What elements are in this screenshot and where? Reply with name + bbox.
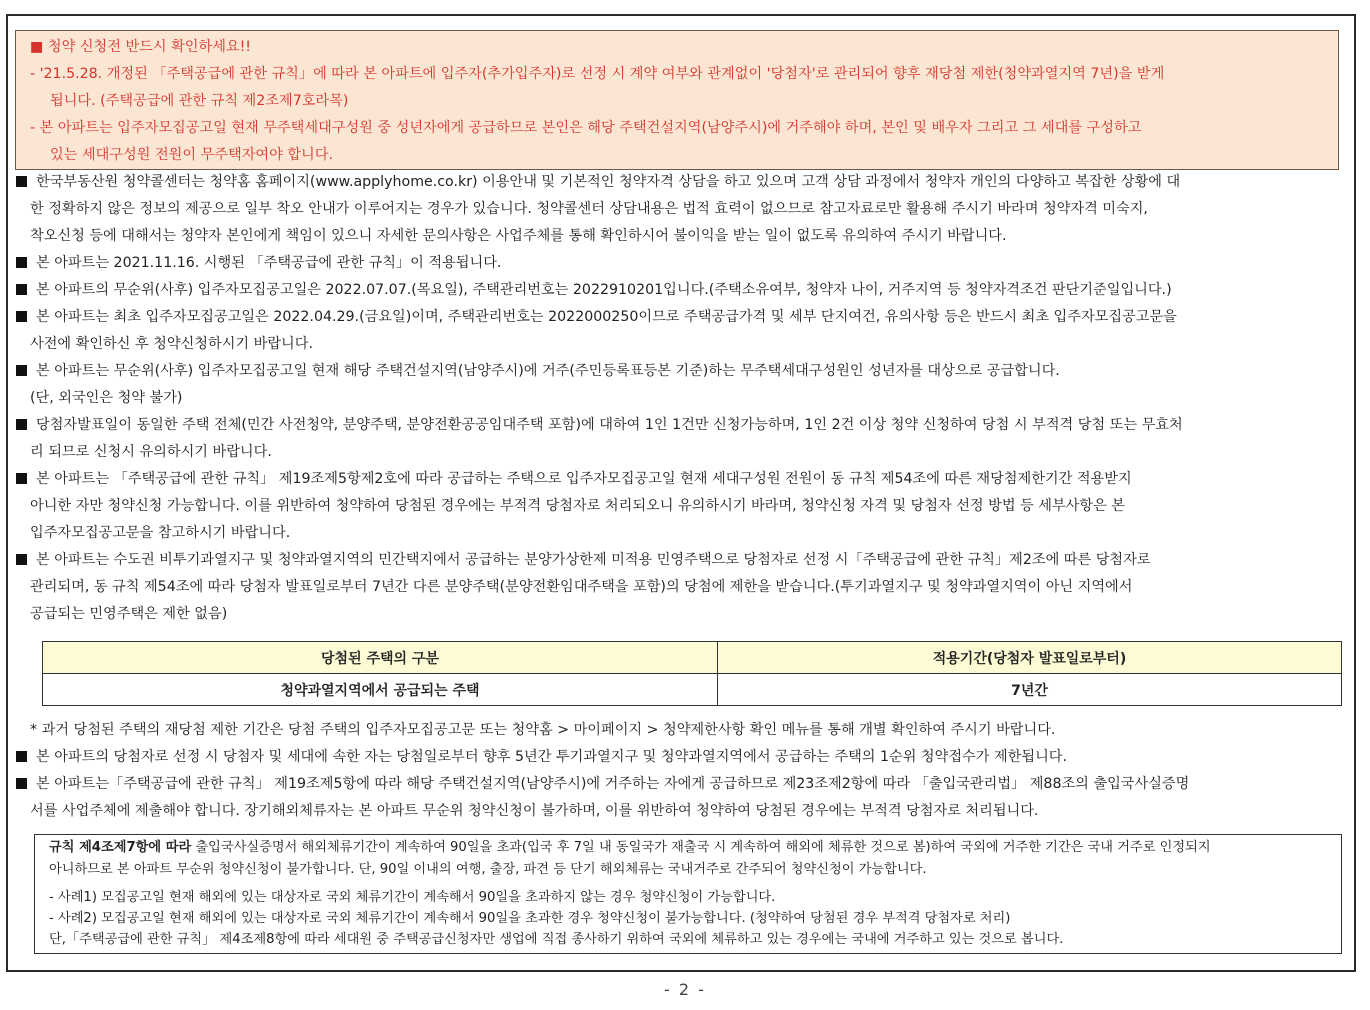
body-line: 한국부동산원 청약콜센터는 청약홈 홈페이지(www.applyhome.co.kr) 이용안내 및 기본적인 청약자격 상담을 하고 있으며 고객 상담 과정에서 청약자 개인의 다양하고 복잡한 상황에 대 xyxy=(16,169,1180,196)
rule-box xyxy=(34,834,1342,954)
warning-line: - '21.5.28. 개정된 「주택공급에 관한 규칙」에 따라 본 아파트에 입주자(추가입주자)로 선정 시 계약 여부와 관계없이 '당첨자'로 관리되어 향후 재당첨 제한(청약과열지역 7년)을 받게 xyxy=(30,66,1165,82)
warning-line: - 본 아파트는 입주자모집공고일 현재 무주택세대구성원 중 성년자에게 공급하므로 본인은 해당 주택건설지역(남양주시)에 거주해야 하며, 본인 및 배우자 그리고 그 세대를 구성하고 xyxy=(30,120,1142,136)
body-line: 사전에 확인하신 후 청약신청하시기 바랍니다. xyxy=(30,336,313,352)
rule-line: - 사례1) 모집공고일 현재 해외에 있는 대상자로 국외 체류기간이 계속해서 90일을 초과하지 않는 경우 청약신청이 가능합니다. xyxy=(49,890,776,905)
bullet-square-icon xyxy=(16,365,27,376)
warning-line: 됩니다. (주택공급에 관한 규칙 제2조제7호라목) xyxy=(50,93,349,109)
table-cell: 7년간 xyxy=(718,674,1342,706)
body-line: 아니한 자만 청약신청 가능합니다. 이를 위반하여 청약하여 당첨된 경우에는 부적격 당첨자로 처리되오니 유의하시기 바라며, 청약신청 자격 및 당첨자 선정 방법 등 세부사항은 본 xyxy=(30,498,1126,514)
body-line: 본 아파트는 무순위(사후) 입주자모집공고일 현재 해당 주택건설지역(남양주시)에 거주(주민등록표등본 기준)하는 무주택세대구성원인 성년자를 대상으로 공급합니다. xyxy=(16,358,1060,385)
table-row xyxy=(43,674,1342,706)
restriction-table xyxy=(42,641,1342,706)
note-line: * 과거 당첨된 주택의 재당첨 제한 기간은 당첨 주택의 입주자모집공고문 또는 청약홈 > 마이페이지 > 청약제한사항 확인 메뉴를 통해 개별 확인하여 주시기 바랍니다. xyxy=(30,722,1056,738)
body-line: 입주자모집공고문을 참고하시기 바랍니다. xyxy=(30,525,291,541)
bullet-square-icon xyxy=(16,257,27,268)
body-line: 관리되며, 동 규칙 제54조에 따라 당첨자 발표일로부터 7년간 다른 분양주택(분양전환임대주택을 포함)의 당첨에 제한을 받습니다.(투기과열지구 및 청약과열지역이 아닌 지역에서 xyxy=(30,579,1133,595)
page-number: - 2 - xyxy=(664,980,706,999)
rule-line: 규칙 제4조제7항에 따라 출입국사실증명서 해외체류기간이 계속하여 90일을 초과(입국 후 7일 내 동일국가 재출국 시 계속하여 해외에 체류한 것으로 봄)하여 국외에 거주한 기간은 국내 거주로 인정되지 xyxy=(49,840,1211,855)
rule-line: 단,「주택공급에 관한 규칙」 제4조제8항에 따라 세대원 중 주택공급신청자만 생업에 직접 종사하기 위하여 국외에 체류하고 있는 경우에는 국내에 거주하고 있는 것으로 봅니다. xyxy=(49,932,1064,947)
warning-title: ■ 청약 신청전 반드시 확인하세요!! xyxy=(30,39,251,55)
table-header-row xyxy=(43,642,1342,674)
rule-line: 아니하므로 본 아파트 무순위 청약신청이 불가합니다. 단, 90일 이내의 여행, 출장, 파견 등 단기 해외체류는 국내거주로 간주되어 청약신청이 가능합니다. xyxy=(49,862,927,877)
body-line: 본 아파트는「주택공급에 관한 규칙」 제19조제5항에 따라 해당 주택건설지역(남양주시)에 거주하는 자에게 공급하므로 제23조제2항에 따라 「출입국관리법」 제88조의 출입국사실증명 xyxy=(16,771,1189,798)
bullet-square-icon xyxy=(16,778,27,789)
body-line: 본 아파트는 「주택공급에 관한 규칙」 제19조제5항제2호에 따라 공급하는 주택으로 입주자모집공고일 현재 세대구성원 전원이 동 규칙 제54조에 따른 재당첨제한기간 적용받지 xyxy=(16,466,1132,493)
rule-bold-lead: 규칙 제4조제7항에 따라 xyxy=(49,840,192,855)
body-line: 당첨자발표일이 동일한 주택 전체(민간 사전청약, 분양주택, 분양전환공공임대주택 포함)에 대하여 1인 1건만 신청가능하며, 1인 2건 이상 청약 신청하여 당첨 시 부적격 당첨 또는 무효처 xyxy=(16,412,1183,439)
warning-box xyxy=(15,30,1339,170)
body-line: 본 아파트의 무순위(사후) 입주자모집공고일은 2022.07.07.(목요일), 주택관리번호는 2022910201입니다.(주택소유여부, 청약자 나이, 거주지역 등 청약자격조건 판단기준일입니다.) xyxy=(16,277,1172,304)
table-header-cell: 적용기간(당첨자 발표일로부터) xyxy=(718,642,1342,674)
bullet-square-icon xyxy=(16,554,27,565)
body-line: 한 정확하지 않은 정보의 제공으로 일부 착오 안내가 이루어지는 경우가 있습니다. 청약콜센터 상담내용은 법적 효력이 없으므로 참고자료로만 활용해 주시기 바라며 청약자격 미숙지, xyxy=(30,201,1148,217)
rule-line: - 사례2) 모집공고일 현재 해외에 있는 대상자로 국외 체류기간이 계속해서 90일을 초과한 경우 청약신청이 불가능합니다. (청약하여 당첨된 경우 부적격 당첨자로 처리) xyxy=(49,911,1011,926)
bullet-square-icon xyxy=(16,419,27,430)
bullet-square-icon xyxy=(16,176,27,187)
bullet-square-icon xyxy=(16,311,27,322)
body-line: 착오신청 등에 대해서는 청약자 본인에게 책임이 있으니 자세한 문의사항은 사업주체를 통해 확인하시어 불이익을 받는 일이 없도록 유의하여 주시기 바랍니다. xyxy=(30,228,1007,244)
body-line: (단, 외국인은 청약 불가) xyxy=(30,390,183,406)
body-line: 본 아파트의 당첨자로 선정 시 당첨자 및 세대에 속한 자는 당첨일로부터 향후 5년간 투기과열지구 및 청약과열지역에서 공급하는 주택의 1순위 청약접수가 제한됩니다. xyxy=(16,744,1067,771)
body-line: 리 되므로 신청시 유의하시기 바랍니다. xyxy=(30,444,272,460)
table-cell: 청약과열지역에서 공급되는 주택 xyxy=(43,674,718,706)
body-line: 본 아파트는 최초 입주자모집공고일은 2022.04.29.(금요일)이며, 주택관리번호는 2022000250이므로 주택공급가격 및 세부 단지여건, 유의사항 등은 반드시 최초 입주자모집공고문을 xyxy=(16,304,1177,331)
bullet-square-icon xyxy=(16,473,27,484)
body-line: 본 아파트는 2021.11.16. 시행된 「주택공급에 관한 규칙」이 적용됩니다. xyxy=(16,250,501,277)
body-line: 본 아파트는 수도권 비투기과열지구 및 청약과열지역의 민간택지에서 공급하는 분양가상한제 미적용 민영주택으로 당첨자로 선정 시「주택공급에 관한 규칙」제2조에 따른 당첨자로 xyxy=(16,547,1151,574)
body-line: 서를 사업주체에 제출해야 합니다. 장기해외체류자는 본 아파트 무순위 청약신청이 불가하며, 이를 위반하여 청약하여 당첨된 경우에는 부적격 당첨자로 처리됩니다. xyxy=(30,803,1039,819)
warning-line: 있는 세대구성원 전원이 무주택자여야 합니다. xyxy=(50,147,333,163)
bullet-square-icon xyxy=(16,751,27,762)
table-header-cell: 당첨된 주택의 구분 xyxy=(43,642,718,674)
bullet-square-icon xyxy=(16,284,27,295)
body-line: 공급되는 민영주택은 제한 없음) xyxy=(30,606,228,622)
